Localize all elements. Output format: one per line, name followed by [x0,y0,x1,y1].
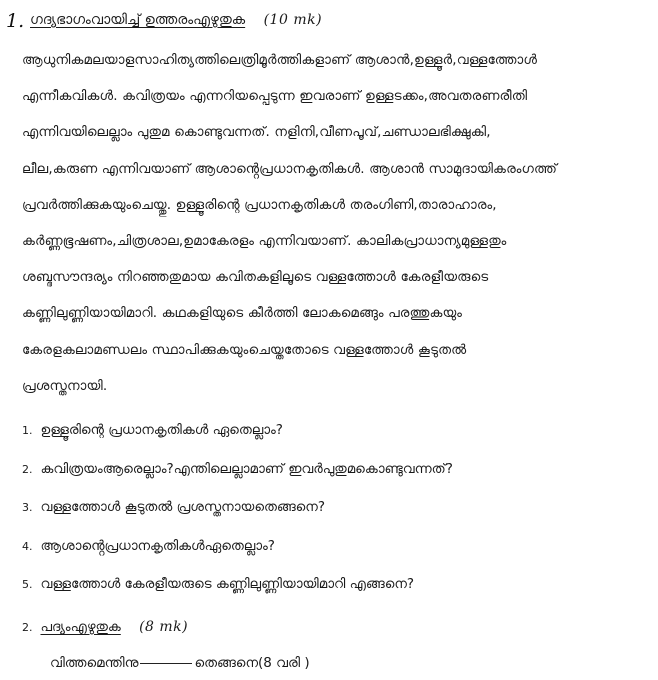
question-number: 1. [6,10,25,32]
question-list [22,422,642,615]
passage-line: എന്നിവയിലെല്ലാം പുതുമ കൊണ്ടുവന്നത്. നളിനി,വീണപൂവ്,ചണ്ഡാലഭിക്ഷുകി, [22,124,491,141]
question-item-text: കവിത്രയംആരെല്ലാം?എന്തിലെല്ലാമാണ് ഇവർപുതുമകൊണ്ടുവന്നത്? [40,460,453,477]
passage-line: ശബ്ദസൗന്ദര്യം നിറഞ്ഞതുമായ കവിതകളിലൂടെ വള്ളത്തോൾ കേരളീയരുടെ [22,269,489,286]
passage-line: കർണ്ണഭൂഷണം,ചിത്രശാല,ഉമാകേരളം എന്നിവയാണ്. കാലികപ്രാധാന്യമുള്ളതും [22,233,507,250]
passage-line: പ്രവർത്തിക്കുകയുംചെയ്തു. ഉള്ളൂരിന്റെ പ്രധാനകൃതികൾ തരംഗിണി,താരാഹാരം, [22,196,497,213]
task-text-before-blank: വിത്തമെന്തിനു [50,655,139,671]
question-item-number: 4. [22,539,33,553]
passage-line: കണ്ണിലുണ്ണിയായിമാറി. കഥകളിയുടെ കീർത്തി ലോകമെങ്ങും പരത്തുകയും [22,305,463,322]
question-item-text: വള്ളത്തോൾ കൂടുതൽ പ്രശസ്തനായതെങ്ങനെ? [40,499,326,515]
poem-task-line [50,655,310,671]
passage-line: പ്രശസ്തനായി. [22,377,108,394]
passage-line: ആധുനികമലയാളസാഹിത്യത്തിലെത്രിമൂർത്തികളാണ് ആശാൻ,ഉള്ളൂർ,വള്ളത്തോൾ [22,52,538,68]
passage-line: കേരളകലാമണ്ഡലം സ്ഥാപിക്കുകയുംചെയ്തതോടെ വള്ളത്തോൾ കൂടുതൽ [22,341,467,358]
question-item [22,499,642,538]
fill-in-blank [140,663,192,664]
question-item-number: 5. [22,578,33,591]
question-item-number: 3. [22,501,33,514]
passage-line: ലീല,കരുണ എന്നിവയാണ് ആശാൻ്റെപ്രധാനകൃതികൾ. ആശാൻ സാമുദായികരംഗത്ത് [22,160,558,177]
section2-heading-row [22,619,188,635]
question-item-number: 2. [22,462,33,476]
question-item-text: ഉള്ളൂരിന്റെ പ്രധാനകൃതികൾ ഏതെല്ലാം? [40,422,283,438]
question-item-text: ആശാൻ്റെപ്രധാനകൃതികൾഏതെല്ലാം? [40,537,275,554]
question-item-number: 1. [22,424,33,437]
question-item-text: വള്ളത്തോൾ കേരളീയരുടെ കണ്ണിലുണ്ണിയായിമാറി എങ്ങനെ? [40,576,415,592]
section1-heading: ഗദ്യഭാഗംവായിച്ച് ഉത്തരംഎഴുതുക [30,12,246,28]
question-item [22,538,642,577]
section2-marks: (8 mk) [139,619,189,635]
section2-heading: പദ്യംഎഴുതുക [40,619,121,635]
passage-paragraph [22,42,642,404]
section2-number: 2. [22,621,33,634]
question-item [22,422,642,461]
passage-line: എന്നീകവികൾ. കവിത്രയം എന്നറിയപ്പെടുന്ന ഇവരാണ് ഉള്ളടക്കം,അവതരണരീതി [22,88,528,105]
section1-heading-row [30,12,322,28]
task-text-after-blank: തെങ്ങനെ(8 വരി ) [194,655,310,671]
question-item [22,461,642,500]
question-item [22,576,642,615]
section1-marks: (10 mk) [263,12,323,28]
